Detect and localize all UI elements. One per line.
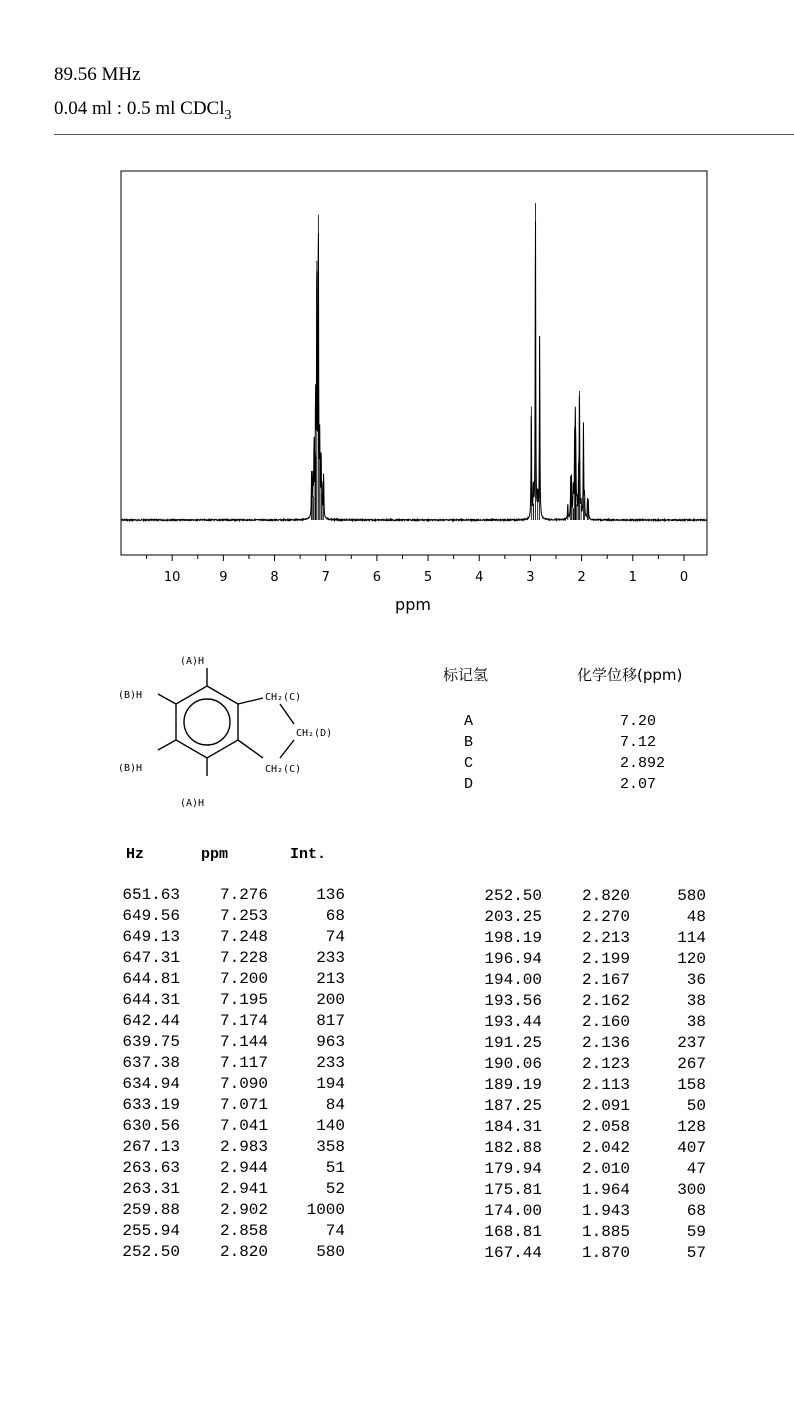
peak-hz: 193.56: [484, 992, 542, 1010]
peak-hz: 184.31: [484, 1118, 542, 1136]
peak-ppm: 7.200: [219, 970, 268, 988]
peak-hz: 203.25: [484, 908, 542, 926]
plot-frame: [121, 171, 707, 555]
peak-ppm: 1.964: [581, 1181, 630, 1199]
peak-ppm: 7.228: [219, 949, 268, 967]
peak-ppm: 7.174: [219, 1012, 268, 1030]
peak-int: 57: [686, 1244, 706, 1262]
peak-int: 38: [686, 992, 706, 1010]
assign-header-shift: 化学位移(ppm): [577, 666, 683, 684]
peak-int: 68: [686, 1202, 706, 1220]
assign-row-shift: 2.892: [620, 755, 666, 772]
assign-row-label: A: [464, 713, 474, 730]
peak-ppm: 7.117: [219, 1054, 268, 1072]
peak-hz: 634.94: [122, 1075, 180, 1093]
label-upper-left-h: (B)H: [118, 690, 143, 701]
peak-int: 817: [316, 1012, 345, 1030]
peak-hz: 252.50: [484, 887, 542, 905]
x-tick-label: 1: [628, 570, 637, 585]
peak-int: 68: [325, 907, 345, 925]
peak-ppm: 2.902: [219, 1201, 268, 1219]
label-top-h: (A)H: [180, 656, 205, 667]
x-axis-ticks: [147, 555, 684, 561]
bond-ring-lower: [238, 740, 263, 758]
peak-ppm: 2.213: [581, 929, 630, 947]
peak-ppm: 1.870: [581, 1244, 630, 1262]
peak-int: 580: [677, 887, 706, 905]
x-tick-label: 2: [577, 570, 586, 585]
peak-ppm: 2.136: [581, 1034, 630, 1052]
peak-hz: 193.44: [484, 1013, 542, 1031]
peak-hz: 637.38: [122, 1054, 180, 1072]
peak-ppm: 2.270: [581, 908, 630, 926]
x-tick-label: 5: [423, 570, 433, 585]
peak-ppm: 7.090: [219, 1075, 268, 1093]
peak-int: 213: [316, 970, 345, 988]
peak-int: 84: [325, 1096, 345, 1114]
benzene-ring: [176, 686, 238, 758]
peak-int: 120: [677, 950, 706, 968]
peak-hz: 190.06: [484, 1055, 542, 1073]
bond-ring-upper: [238, 698, 263, 704]
bond-upper-left-h: [158, 694, 176, 704]
peak-ppm: 2.162: [581, 992, 630, 1010]
peak-ppm: 7.144: [219, 1033, 268, 1051]
peak-hz: 263.63: [122, 1159, 180, 1177]
peak-ppm: 2.042: [581, 1139, 630, 1157]
x-tick-label: 4: [475, 570, 484, 585]
indane-structure: [110, 648, 360, 818]
peak-hz: 644.31: [122, 991, 180, 1009]
peak-int: 74: [325, 928, 345, 946]
peak-ppm: 2.091: [581, 1097, 630, 1115]
assign-row-label: D: [464, 776, 474, 793]
bond-ch2-upper-d: [280, 704, 294, 724]
peak-ppm: 7.248: [219, 928, 268, 946]
peak-header-hz: Hz: [126, 846, 145, 863]
peak-ppm: 2.820: [219, 1243, 268, 1261]
peak-header-int: Int.: [290, 846, 327, 863]
peak-int: 51: [325, 1159, 345, 1177]
aromatic-circle: [184, 699, 230, 745]
assign-row-label: B: [464, 734, 474, 751]
peak-int: 158: [677, 1076, 706, 1094]
peak-hz: 633.19: [122, 1096, 180, 1114]
x-tick-label: 7: [321, 570, 330, 585]
assign-row-label: C: [464, 755, 474, 772]
peak-ppm: 7.276: [219, 886, 268, 904]
peak-ppm: 2.123: [581, 1055, 630, 1073]
peak-ppm: 2.983: [219, 1138, 268, 1156]
peak-int: 47: [686, 1160, 706, 1178]
peak-int: 74: [325, 1222, 345, 1240]
peak-hz: 198.19: [484, 929, 542, 947]
label-ch2-right: CH₂(D): [296, 728, 333, 739]
x-tick-label: 6: [372, 570, 382, 585]
peak-int: 358: [316, 1138, 345, 1156]
peak-hz: 174.00: [484, 1202, 542, 1220]
peak-int: 267: [677, 1055, 706, 1073]
peak-int: 36: [686, 971, 706, 989]
peak-hz: 168.81: [484, 1223, 542, 1241]
peak-hz: 194.00: [484, 971, 542, 989]
peak-int: 300: [677, 1181, 706, 1199]
peak-int: 233: [316, 1054, 345, 1072]
peak-int: 136: [316, 886, 345, 904]
peak-ppm: 7.041: [219, 1117, 268, 1135]
peak-hz: 175.81: [484, 1181, 542, 1199]
peak-ppm: 2.010: [581, 1160, 630, 1178]
peak-hz: 179.94: [484, 1160, 542, 1178]
peak-ppm: 1.885: [581, 1223, 630, 1241]
peak-int: 963: [316, 1033, 345, 1051]
solvent-text: 0.04 ml : 0.5 ml CDCl: [54, 98, 225, 119]
peak-int: 59: [686, 1223, 706, 1241]
label-lower-left-h: (B)H: [118, 763, 143, 774]
peak-ppm: 2.160: [581, 1013, 630, 1031]
peak-ppm: 7.071: [219, 1096, 268, 1114]
peak-int: 128: [677, 1118, 706, 1136]
peak-hz: 187.25: [484, 1097, 542, 1115]
assign-header-label: 标记氢: [443, 666, 489, 684]
peak-hz: 651.63: [122, 886, 180, 904]
peak-hz: 642.44: [122, 1012, 180, 1030]
peak-hz: 639.75: [122, 1033, 180, 1051]
x-tick-label: 3: [526, 570, 535, 585]
peak-hz: 182.88: [484, 1139, 542, 1157]
assign-row-shift: 7.12: [620, 734, 657, 751]
peak-header-ppm: ppm: [201, 846, 229, 863]
peak-hz: 267.13: [122, 1138, 180, 1156]
peak-ppm: 2.113: [581, 1076, 630, 1094]
peak-hz: 263.31: [122, 1180, 180, 1198]
peak-marks: [312, 203, 589, 520]
peak-int: 237: [677, 1034, 706, 1052]
peak-int: 580: [316, 1243, 345, 1261]
assign-row-shift: 2.07: [620, 776, 657, 793]
peak-ppm: 2.058: [581, 1118, 630, 1136]
peak-int: 52: [325, 1180, 345, 1198]
peak-int: 50: [686, 1097, 706, 1115]
spectrum-trace: [121, 221, 707, 520]
label-bottom-h: (A)H: [180, 798, 205, 809]
peak-hz: 630.56: [122, 1117, 180, 1135]
peak-ppm: 2.944: [219, 1159, 268, 1177]
peak-ppm: 7.195: [219, 991, 268, 1009]
x-tick-label: 0: [679, 570, 689, 585]
label-ch2-upper: CH₂(C): [265, 692, 302, 703]
peak-ppm: 2.820: [581, 887, 630, 905]
peak-int: 48: [686, 908, 706, 926]
peak-hz: 259.88: [122, 1201, 180, 1219]
x-axis-label: ppm: [395, 595, 431, 614]
peak-hz: 167.44: [484, 1244, 542, 1262]
peak-ppm: 2.941: [219, 1180, 268, 1198]
peak-hz: 647.31: [122, 949, 180, 967]
peak-hz: 649.13: [122, 928, 180, 946]
x-tick-label: 9: [219, 570, 228, 585]
peak-ppm: 7.253: [219, 907, 268, 925]
x-tick-label: 8: [270, 570, 279, 585]
peak-int: 140: [316, 1117, 345, 1135]
x-axis-tick-labels: [164, 570, 688, 585]
peak-int: 1000: [306, 1201, 345, 1219]
bond-lower-left-h: [158, 740, 176, 750]
peak-hz: 189.19: [484, 1076, 542, 1094]
peak-ppm: 2.858: [219, 1222, 268, 1240]
peak-int: 233: [316, 949, 345, 967]
peak-hz: 644.81: [122, 970, 180, 988]
peak-ppm: 2.199: [581, 950, 630, 968]
peak-hz: 649.56: [122, 907, 180, 925]
peak-hz: 196.94: [484, 950, 542, 968]
peak-int: 200: [316, 991, 345, 1009]
assign-row-shift: 7.20: [620, 713, 657, 730]
spectrometer-frequency: 89.56 MHz: [54, 64, 141, 85]
peak-hz: 255.94: [122, 1222, 180, 1240]
peak-int: 407: [677, 1139, 706, 1157]
peak-hz: 191.25: [484, 1034, 542, 1052]
nmr-spectrum-chart: [0, 0, 794, 630]
peak-int: 38: [686, 1013, 706, 1031]
x-tick-label: 10: [163, 570, 181, 585]
peak-hz: 252.50: [122, 1243, 180, 1261]
peak-int: 194: [316, 1075, 345, 1093]
solvent-subscript: 3: [224, 107, 232, 123]
peak-ppm: 1.943: [581, 1202, 630, 1220]
peak-int: 114: [677, 929, 706, 947]
label-ch2-lower: CH₂(C): [265, 764, 302, 775]
bond-ch2-d-lower: [280, 740, 294, 758]
peak-ppm: 2.167: [581, 971, 630, 989]
